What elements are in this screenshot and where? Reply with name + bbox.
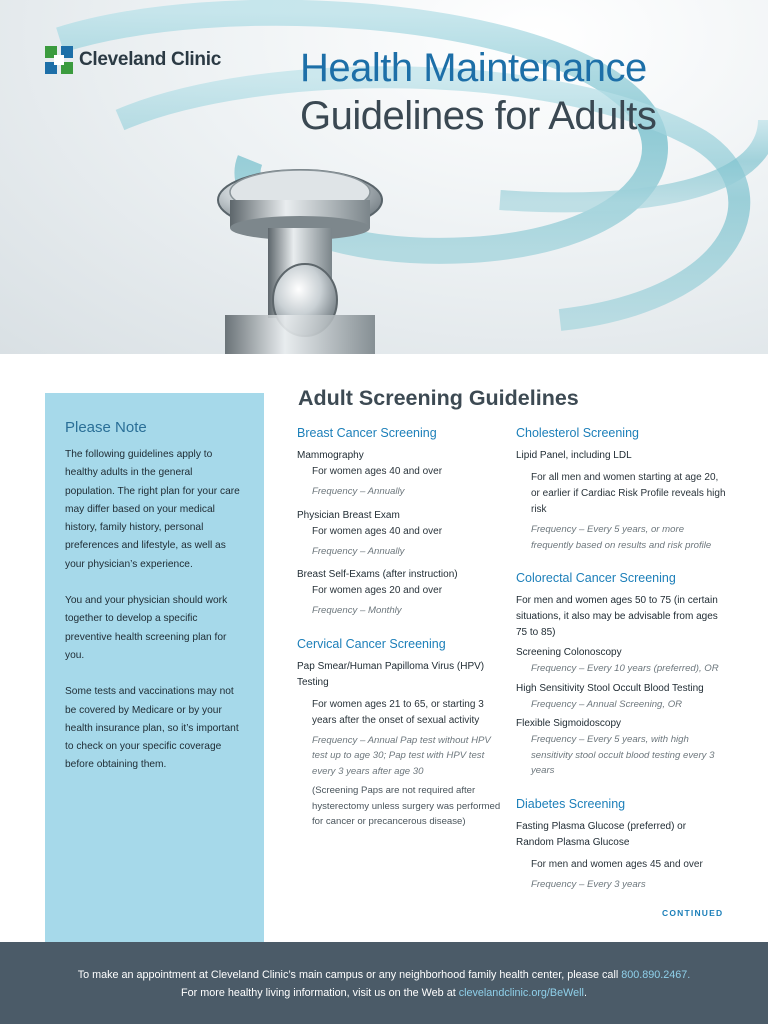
- note-paragraph-2: You and your physician should work together to develop a specific preventive health screening plan for you.: [65, 595, 228, 661]
- colonoscopy-title: Screening Colonoscopy: [516, 647, 622, 658]
- lipid-desc: For all men and women starting at age 20, or earlier if Cardiac Risk Profile reveals high risk: [531, 472, 726, 515]
- please-note-heading: Please Note: [65, 419, 147, 436]
- stool-test-title: High Sensitivity Stool Occult Blood Testing: [516, 682, 704, 694]
- glucose-desc: For men and women ages 45 and over: [531, 858, 703, 870]
- stool-test-frequency: Frequency – Annual Screening, OR: [531, 698, 683, 710]
- page-title: [300, 44, 656, 140]
- right-column: [516, 426, 726, 892]
- cervical-cancer-section: [297, 637, 507, 830]
- glucose-title: Fasting Plasma Glucose (preferred) or Random Plasma Glucose: [516, 820, 687, 848]
- footer-appointment-text: To make an appointment at Cleveland Clinic’s main campus or any neighborhood family health center, please call: [77, 969, 622, 981]
- footer-line-1: [0, 966, 768, 984]
- breast-cancer-title: Breast Cancer Screening: [297, 426, 437, 440]
- footer-web-text: For more healthy living information, visit us on the Web at: [181, 987, 459, 999]
- website-link[interactable]: clevelandclinic.org/BeWell: [458, 987, 584, 999]
- note-paragraph-1: The following guidelines apply to healthy adults in the general population. The right plan for your care may differ based on your medical history, family history, personal preferences and lifestyle, as well as your physician’s experience.: [65, 449, 240, 570]
- self-exam-title: Breast Self-Exams (after instruction): [297, 569, 458, 580]
- footer-period: .: [583, 987, 587, 999]
- brand-logo: [45, 46, 221, 74]
- cholesterol-section: [516, 426, 726, 553]
- pap-note: (Screening Paps are not required after hysterectomy unless surgery was performed for cancer or precancerous disease): [312, 785, 501, 827]
- footer-line-2: [0, 984, 768, 1002]
- footer-bar: [0, 942, 768, 1024]
- pap-title: Pap Smear/Human Papilloma Virus (HPV) Testing: [297, 660, 485, 688]
- diabetes-title: Diabetes Screening: [516, 796, 626, 811]
- lipid-title: Lipid Panel, including LDL: [516, 450, 632, 461]
- breast-cancer-section: [297, 426, 507, 619]
- mammography-frequency: Frequency – Annually: [312, 486, 405, 497]
- breast-exam-desc: For women ages 40 and over: [312, 525, 443, 537]
- note-paragraph-3: Some tests and vaccinations may not be covered by Medicare or by your health insurance plan, so it’s important to check on your specific coverage before obtaining them.: [65, 686, 239, 771]
- cervical-cancer-title: Cervical Cancer Screening: [297, 636, 446, 651]
- colorectal-title: Colorectal Cancer Screening: [516, 571, 676, 585]
- mammography-title: Mammography: [297, 450, 364, 461]
- breast-exam-frequency: Frequency – Annually: [312, 545, 405, 557]
- mammography-desc: For women ages 40 and over: [312, 466, 443, 477]
- glucose-frequency: Frequency – Every 3 years: [531, 878, 646, 890]
- title-line-2: Guidelines for Adults: [300, 94, 657, 138]
- diabetes-section: [516, 797, 726, 893]
- cleveland-clinic-logo-icon: [45, 46, 73, 74]
- phone-link[interactable]: 800.890.2467.: [621, 969, 691, 981]
- breast-exam-title: Physician Breast Exam: [297, 509, 400, 521]
- section-title: Adult Screening Guidelines: [298, 386, 579, 410]
- title-line-1: Health Maintenance: [300, 46, 647, 90]
- continued-label: CONTINUED: [662, 908, 724, 918]
- lipid-frequency: Frequency – Every 5 years, or more frequently based on results and risk profile: [531, 524, 712, 551]
- cholesterol-title: Cholesterol Screening: [516, 426, 639, 440]
- sigmoidoscopy-title: Flexible Sigmoidoscopy: [516, 718, 622, 729]
- pap-frequency: Frequency – Annual Pap test without HPV test up to age 30; Pap test with HPV test every 3 years after age 30: [312, 734, 491, 777]
- left-column: [297, 426, 507, 830]
- sigmoidoscopy-frequency: Frequency – Every 5 years, with high sensitivity stool occult blood testing every 3 years: [531, 734, 715, 776]
- self-exam-frequency: Frequency – Monthly: [312, 605, 402, 616]
- pap-desc: For women ages 21 to 65, or starting 3 years after the onset of sexual activity: [312, 698, 484, 726]
- colorectal-intro: For men and women ages 50 to 75 (in certain situations, it also may be advisable from ages 75 to 85): [516, 595, 718, 638]
- hero-banner: [0, 0, 768, 354]
- colonoscopy-frequency: Frequency – Every 10 years (preferred), OR: [531, 663, 719, 674]
- colorectal-section: [516, 571, 726, 779]
- self-exam-desc: For women ages 20 and over: [312, 585, 443, 596]
- please-note-panel: [45, 393, 264, 942]
- brand-name: Cleveland Clinic: [79, 49, 221, 70]
